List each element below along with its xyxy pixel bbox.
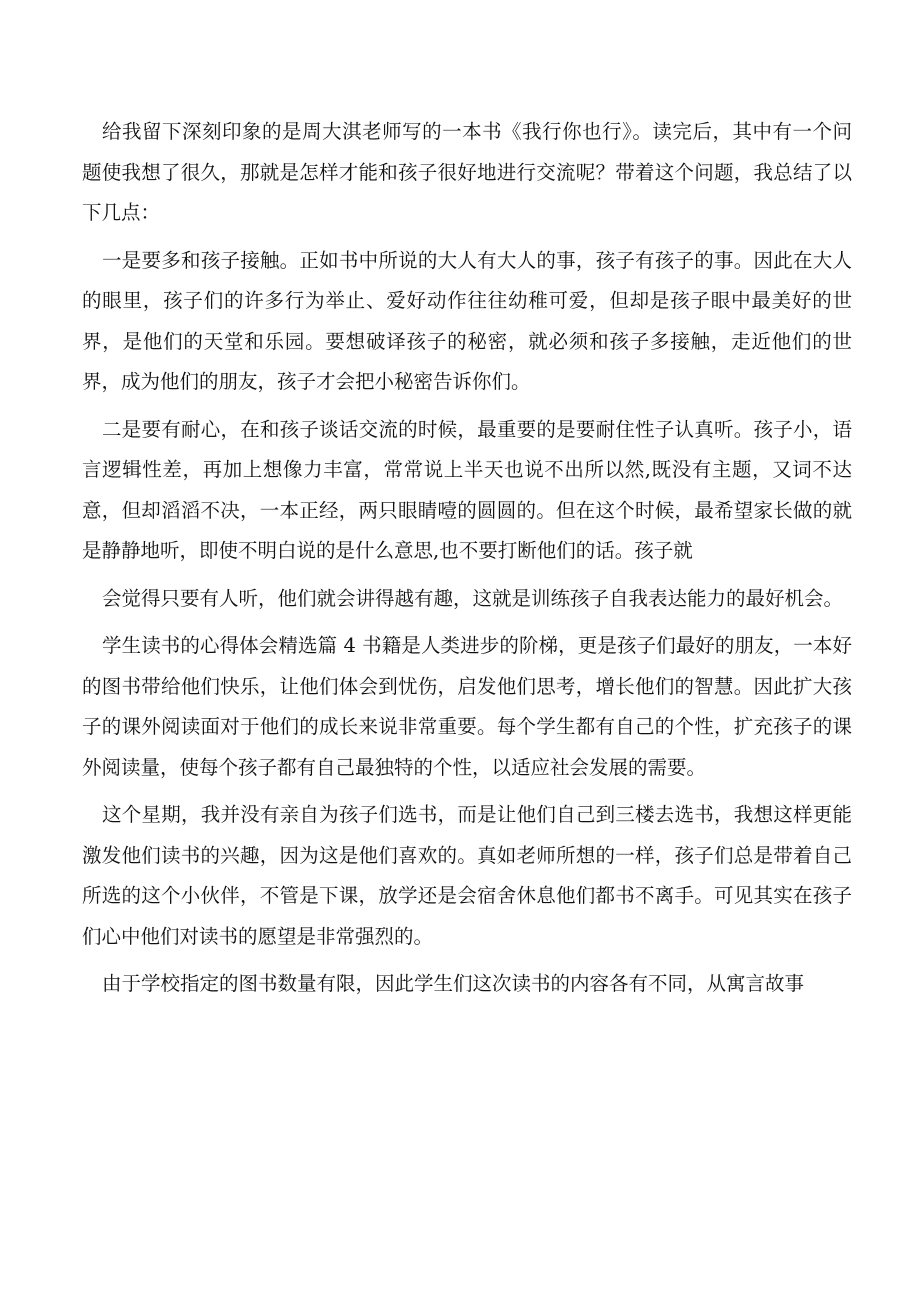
paragraph-1: 给我留下深刻印象的是周大淇老师写的一本书《我行你也行》。读完后，其中有一个问题使我想了很久，那就是怎样才能和孩子很好地进行交流呢？带着这个问题，我总结了以下几点： [82,120,852,224]
paragraph-4: 会觉得只要有人听，他们就会讲得越有趣，这就是训练孩子自我表达能力的最好机会。 [102,586,844,610]
document-body [82,112,852,1012]
paragraph-2: 一是要多和孩子接触。正如书中所说的大人有大人的事，孩子有孩子的事。因此在大人的眼里，孩子们的许多行为举止、爱好动作往往幼稚可爱，但却是孩子眼中最美好的世界，是他们的天堂和乐园。要想破译孩子的秘密，就必须和孩子多接触，走近他们的世界，成为他们的朋友，孩子才会把小秘密告诉你们。 [82,248,852,393]
paragraph-7: 由于学校指定的图书数量有限，因此学生们这次读书的内容各有不同，从寓言故事 [102,972,805,995]
paragraph-6: 这个星期，我并没有亲自为孩子们选书，而是让他们自己到三楼去选书，我想这样更能激发他们读书的兴趣，因为这是他们喜欢的。真如老师所想的一样，孩子们总是带着自己所选的这个小伙伴，不管是下课，放学还是会宿舍休息他们都书不离手。可见其实在孩子们心中他们对读书的愿望是非常强烈的。 [82,803,852,948]
paragraph-3: 二是要有耐心，在和孩子谈话交流的时候，最重要的是要耐住性子认真听。孩子小，语言逻辑性差，再加上想像力丰富，常常说上半天也说不出所以然,既没有主题，又词不达意，但却滔滔不决，一本正经，两只眼睛噎的圆圆的。但在这个时候，最希望家长做的就是静静地听，即使不明白说的是什么意思,也不要打断他们的话。孩子就 [82,417,852,562]
paragraph-5: 学生读书的心得体会精选篇 4 书籍是人类进步的阶梯，更是孩子们最好的朋友，一本好的图书带给他们快乐，让他们体会到忧伤，启发他们思考，增长他们的智慧。因此扩大孩子的课外阅读面对于他们的成长来说非常重要。每个学生都有自己的个性，扩充孩子的课外阅读量，使每个孩子都有自己最独特的个性，以适应社会发展的需要。 [82,634,852,779]
